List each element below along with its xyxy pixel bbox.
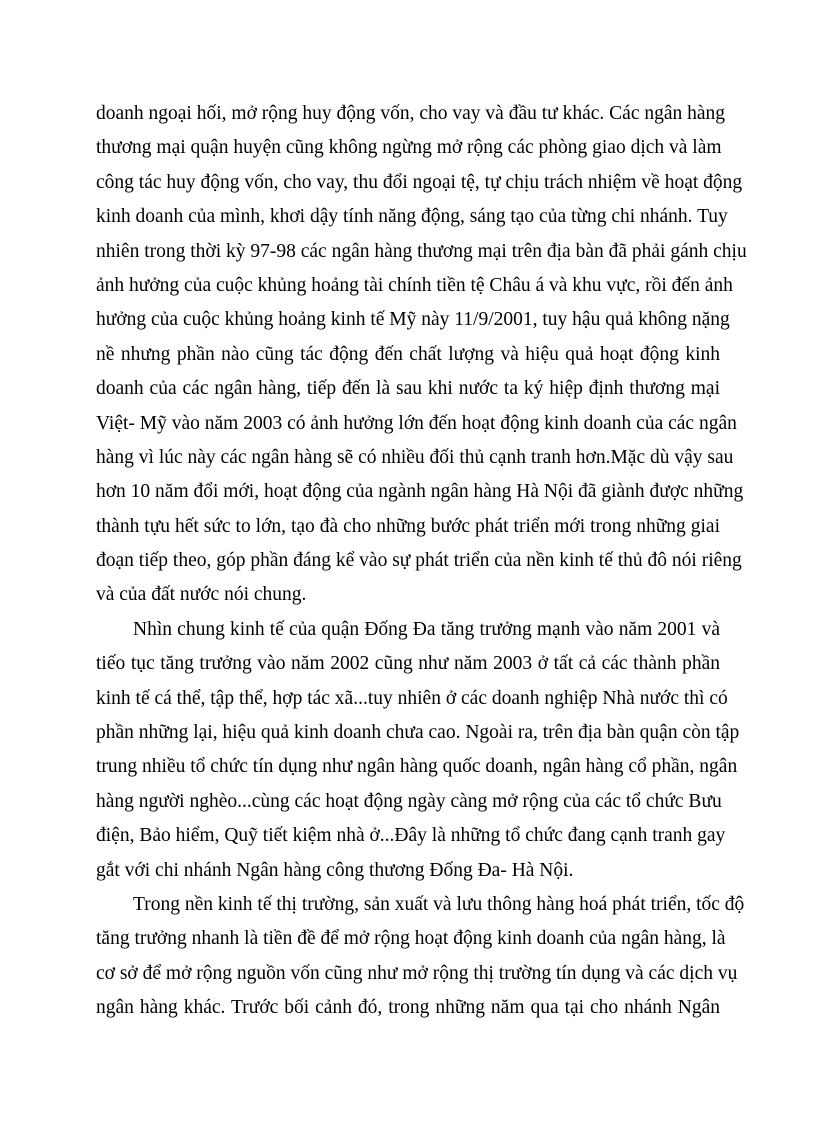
paragraph-line: tăng trưởng nhanh là tiền đề để mở rộng hoạt động kinh doanh của ngân hàng, là	[96, 928, 726, 950]
paragraph-line: ngân hàng khác. Trước bối cảnh đó, trong những năm qua tại cho nhánh Ngân	[96, 997, 720, 1019]
paragraph-line: công tác huy động vốn, cho vay, thu đổi ngoại tệ, tự chịu trách nhiệm về hoạt động	[96, 171, 743, 193]
paragraph-line: phần những lại, hiệu quả kinh doanh chưa cao. Ngoài ra, trên địa bàn quận còn tập	[96, 722, 740, 744]
paragraph-line: Việt- Mỹ vào năm 2003 có ảnh hưởng lớn đến hoạt động kinh doanh của các ngân	[96, 412, 737, 434]
paragraph-line: hơn 10 năm đổi mới, hoạt động của ngành ngân hàng Hà Nội đã giành được những	[96, 481, 744, 503]
paragraph-line: kinh doanh của mình, khơi dậy tính năng động, sáng tạo của từng chi nhánh. Tuy	[96, 206, 728, 228]
paragraph-line: hàng người nghèo...cùng các hoạt động ngày càng mở rộng của các tổ chức Bưu	[96, 790, 722, 812]
paragraph-line: tiếo tục tăng trưởng vào năm 2002 cũng như năm 2003 ở tất cả các thành phần	[96, 653, 720, 675]
paragraph-line: nhiên trong thời kỳ 97-98 các ngân hàng thương mại trên địa bàn đã phải gánh chịu	[96, 240, 747, 262]
paragraph-line: nề nhưng phần nào cũng tác động đến chất lượng và hiệu quả hoạt động kinh	[96, 343, 720, 365]
paragraph-line: ảnh hưởng của cuộc khủng hoảng tài chính tiền tệ Châu á và khu vực, rồi đến ảnh	[96, 274, 733, 296]
paragraph-line: trung nhiều tổ chức tín dụng như ngân hàng quốc doanh, ngân hàng cổ phần, ngân	[96, 756, 738, 778]
paragraph-line: thành tựu hết sức to lớn, tạo đà cho những bước phát triển mới trong những giai	[96, 515, 720, 537]
paragraph-line: Nhìn chung kinh tế của quận Đống Đa tăng trưởng mạnh vào năm 2001 và	[133, 618, 720, 640]
document-body	[96, 97, 747, 1026]
paragraph-1	[96, 97, 747, 613]
paragraph-3	[96, 888, 745, 1026]
paragraph-line: hưởng của cuộc khủng hoảng kinh tế Mỹ này 11/9/2001, tuy hậu quả không nặng	[96, 309, 730, 331]
paragraph-line: đoạn tiếp theo, góp phần đáng kể vào sự phát triển của nền kinh tế thủ đô nói riêng	[96, 550, 742, 572]
paragraph-line: gắt với chi nhánh Ngân hàng công thương Đống Đa- Hà Nội.	[96, 859, 574, 881]
paragraph-line: Trong nền kinh tế thị trường, sản xuất và lưu thông hàng hoá phát triển, tốc độ	[133, 893, 745, 915]
paragraph-line: doanh của các ngân hàng, tiếp đến là sau khi nước ta ký hiệp định thương mại	[96, 378, 720, 400]
paragraph-line: và của đất nước nói chung.	[96, 584, 307, 606]
paragraph-line: doanh ngoại hối, mở rộng huy động vốn, cho vay và đầu tư khác. Các ngân hàng	[96, 103, 726, 124]
paragraph-line: kinh tế cá thể, tập thể, hợp tác xã...tuy nhiên ở các doanh nghiệp Nhà nước thì có	[96, 687, 728, 709]
paragraph-line: điện, Bảo hiểm, Quỹ tiết kiệm nhà ở...Đây là những tổ chức đang cạnh tranh gay	[96, 825, 726, 847]
paragraph-2	[96, 613, 740, 888]
paragraph-line: cơ sở để mở rộng nguồn vốn cũng như mở rộng thị trường tín dụng và các dịch vụ	[96, 962, 738, 984]
paragraph-line: hàng vì lúc này các ngân hàng sẽ có nhiều đối thủ cạnh tranh hơn.Mặc dù vậy sau	[96, 446, 734, 468]
paragraph-line: thương mại quận huyện cũng không ngừng mở rộng các phòng giao dịch và làm	[96, 137, 722, 159]
